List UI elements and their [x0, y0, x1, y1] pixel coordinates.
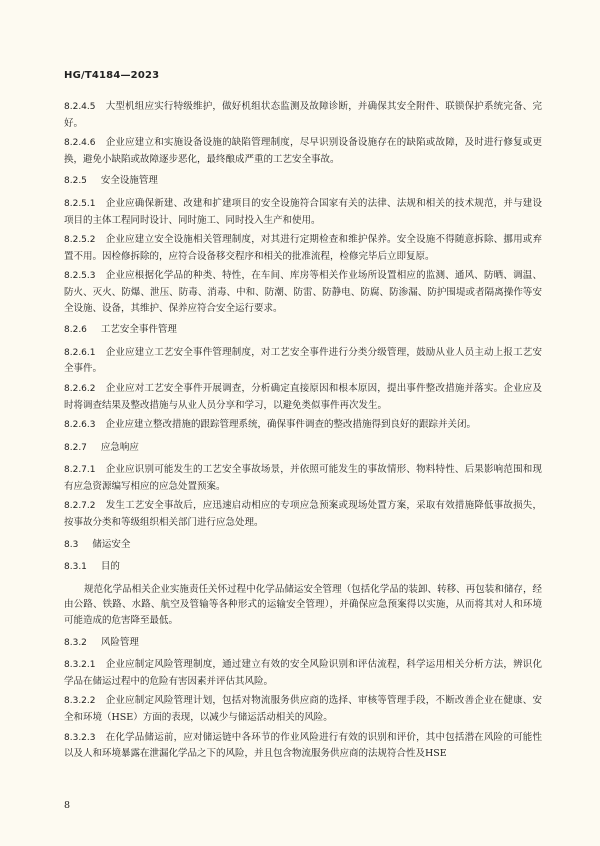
section-heading: [64, 173, 542, 190]
heading-text: 应急响应: [100, 441, 139, 453]
clause-text: 规范化学品相关企业实施责任关怀过程中化学品储运安全管理（包括化学品的装卸、转移、再包装和储存，经由公路、铁路、水路、航空及管输等各种形式的运输安全管理），并确保应急预案得以实施，从而将其对人和环境可能造成的危害降至最低。: [64, 583, 542, 627]
clause-number: 8.2.5.3: [64, 271, 96, 282]
clause-number: 8.2.4.5: [64, 102, 96, 112]
clause-paragraph: [64, 693, 542, 725]
clause-paragraph: [64, 232, 542, 264]
section-heading: [64, 537, 542, 554]
section-heading: [64, 635, 542, 652]
section-heading: [64, 559, 542, 576]
clause-number: 8.3.1: [64, 562, 87, 573]
clause-number: 8.3.2.3: [64, 732, 96, 743]
heading-text: 风险管理: [100, 636, 139, 648]
clause-text: 企业应建立工艺安全事件管理制度，对工艺安全事件进行分类分级管理，鼓励从业人员主动上报工艺安全事件。: [64, 346, 542, 375]
clause-text: 大型机组应实行特级维护，做好机组状态监测及故障诊断，并确保其安全附件、联锁保护系统完备、完好。: [64, 101, 542, 129]
clause-number: 8.2.7.1: [64, 465, 96, 476]
heading-text: 工艺安全事件管理: [100, 324, 177, 336]
page-number: 8: [64, 800, 71, 811]
clause-number: 8.3.2: [64, 637, 87, 648]
clause-paragraph: [64, 730, 542, 762]
clause-text: 企业应建立安全设施相关管理制度，对其进行定期检查和维护保养。安全设施不得随意拆除、挪用或弃置不用。因检修拆除的，应符合设备移交程序和相关的批准流程，检修完毕后立即复原。: [64, 234, 542, 262]
clause-text: 企业应制定风险管理计划，包括对物流服务供应商的选择、审核等管理手段，不断改善企业在健康、安全和环境（HSE）方面的表现，以减少与储运活动相关的风险。: [64, 695, 542, 723]
clause-number: 8.3: [64, 539, 79, 550]
clause-paragraph: [64, 268, 542, 316]
clause-paragraph: [64, 657, 542, 689]
clause-text: 企业应建立整改措施的跟踪管理系统，确保事件调查的整改措施得到良好的跟踪并关闭。: [105, 419, 477, 431]
standard-code-header: HG/T4184—2023: [64, 70, 160, 81]
document-body: [64, 99, 542, 766]
clause-text: 企业应制定风险管理制度，通过建立有效的安全风险识别和评估流程，科学运用相关分析方法，辨识化学品在储运过程中的危险有害因素并评估其风险。: [64, 659, 542, 687]
clause-number: 8.2.6.3: [64, 420, 96, 431]
clause-paragraph: [64, 99, 542, 131]
clause-text: 企业应识别可能发生的工艺安全事故场景，并依照可能发生的事故情形、物料特性、后果影响范围和现有应急资源编写相应的应急处置预案。: [64, 464, 542, 492]
clause-number: 8.3.2.2: [64, 696, 96, 707]
clause-text: 在化学品储运前，应对储运链中各环节的作业风险进行有效的识别和评价，其中包括潜在风险的可能性以及人和环境暴露在泄漏化学品之下的风险，并且包含物流服务供应商的法规符合性及HSE: [64, 731, 542, 760]
clause-paragraph: [64, 498, 542, 530]
clause-text: 企业应建立和实施设备设施的缺陷管理制度，尽早识别设备设施存在的缺陷或故障，及时进行修复或更换，避免小缺陷或故障逐步恶化，最终酿成严重的工艺安全事故。: [64, 137, 542, 165]
clause-number: 8.2.6.1: [64, 347, 96, 358]
heading-text: 储运安全: [92, 538, 131, 550]
heading-text: 安全设施管理: [100, 175, 158, 187]
clause-number: 8.3.2.1: [64, 660, 96, 671]
section-heading: [64, 440, 542, 457]
clause-number: 8.2.4.6: [64, 138, 96, 149]
clause-text: 发生工艺安全事故后，应迅速启动相应的专项应急预案或现场处置方案，采取有效措施降低事故损失，按事故分类和等级组织相关部门进行应急处理。: [64, 500, 542, 529]
clause-paragraph: [64, 417, 542, 434]
clause-text: 企业应对工艺安全事件开展调查，分析确定直接原因和根本原因，提出事件整改措施并落实。企业应及时将调查结果及整改措施与从业人员分享和学习，以避免类似事件再次发生。: [64, 382, 542, 411]
clause-number: 8.2.5: [64, 176, 87, 187]
clause-number: 8.2.6: [64, 325, 87, 336]
clause-paragraph: [64, 196, 542, 228]
section-heading: [64, 322, 542, 339]
clause-paragraph: [64, 582, 542, 629]
heading-text: 目的: [100, 561, 120, 573]
clause-text: 企业应根据化学品的种类、特性，在车间、库房等相关作业场所设置相应的监测、通风、防晒、调温、防火、灭火、防爆、泄压、防毒、消毒、中和、防潮、防雷、防静电、防腐、防渗漏、防护围堤或者隔离操作等安全设施、设备，其维护、保养应符合安全运行要求。: [64, 270, 542, 314]
clause-number: 8.2.6.2: [64, 383, 96, 394]
clause-paragraph: [64, 462, 542, 494]
clause-paragraph: [64, 135, 542, 167]
clause-paragraph: [64, 345, 542, 377]
clause-number: 8.2.5.2: [64, 235, 96, 246]
clause-number: 8.2.7: [64, 442, 87, 453]
clause-number: 8.2.5.1: [64, 198, 96, 209]
clause-paragraph: [64, 381, 542, 413]
clause-text: 企业应确保新建、改建和扩建项目的安全设施符合国家有关的法律、法规和相关的技术规范，并与建设项目的主体工程同时设计、同时施工、同时投入生产和使用。: [64, 197, 542, 226]
clause-number: 8.2.7.2: [64, 501, 96, 512]
